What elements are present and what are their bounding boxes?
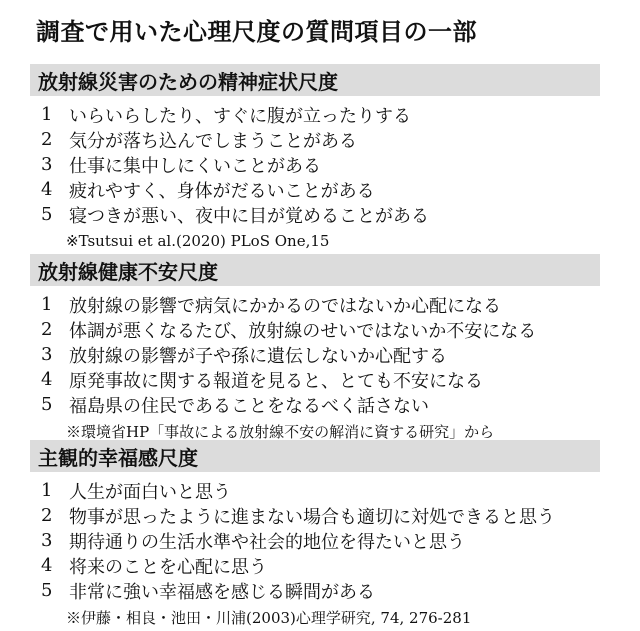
item-number: 5 — [41, 204, 53, 225]
item-number: 1 — [41, 104, 53, 125]
item-text: 放射線の影響で病気にかかるのではないか心配になる — [69, 295, 501, 317]
source-note: ※Tsutsui et al.(2020) PLoS One,15 — [66, 232, 330, 250]
list-item — [30, 342, 600, 367]
item-number: 4 — [41, 555, 53, 576]
list-item — [30, 202, 600, 227]
item-text: 体調が悪くなるたび、放射線のせいではないか不安になる — [69, 320, 537, 342]
item-text: 仕事に集中しにくいことがある — [69, 155, 321, 177]
section-mental-symptoms — [30, 64, 600, 255]
section-header: 放射線災害のための精神症状尺度 — [30, 64, 600, 96]
item-text: 疲れやすく、身体がだるいことがある — [69, 180, 375, 202]
item-text: 期待通りの生活水準や社会的地位を得たいと思う — [69, 531, 465, 553]
item-text: 物事が思ったように進まない場合も適切に対処できると思う — [69, 506, 555, 528]
list-item — [30, 478, 600, 503]
item-number: 4 — [41, 369, 53, 390]
item-number: 1 — [41, 480, 53, 501]
item-number: 4 — [41, 179, 53, 200]
item-number: 5 — [41, 580, 53, 601]
item-text: 人生が面白いと思う — [69, 481, 231, 503]
list-item — [30, 102, 600, 127]
list-item — [30, 503, 600, 528]
item-text: 非常に強い幸福感を感じる瞬間がある — [69, 581, 375, 603]
item-text: 将来のことを心配に思う — [69, 556, 267, 578]
item-list — [30, 292, 600, 417]
section-header: 主観的幸福感尺度 — [30, 440, 600, 472]
list-item — [30, 392, 600, 417]
section-subjective-wellbeing — [30, 440, 600, 631]
list-item — [30, 152, 600, 177]
list-item — [30, 367, 600, 392]
page-title: 調査で用いた心理尺度の質問項目の一部 — [36, 18, 477, 46]
item-number: 5 — [41, 394, 53, 415]
list-item — [30, 127, 600, 152]
list-item — [30, 317, 600, 342]
item-list — [30, 478, 600, 603]
item-text: いらいらしたり、すぐに腹が立ったりする — [69, 105, 411, 127]
item-text: 寝つきが悪い、夜中に目が覚めることがある — [69, 205, 429, 227]
source-note: ※伊藤・相良・池田・川浦(2003)心理学研究, 74, 276-281 — [66, 608, 472, 627]
section-header: 放射線健康不安尺度 — [30, 254, 600, 286]
item-number: 3 — [41, 530, 53, 551]
item-number: 3 — [41, 154, 53, 175]
item-list — [30, 102, 600, 227]
item-text: 気分が落ち込んでしまうことがある — [69, 130, 357, 152]
item-number: 1 — [41, 294, 53, 315]
item-text: 原発事故に関する報道を見ると、とても不安になる — [69, 370, 483, 392]
list-item — [30, 528, 600, 553]
item-number: 2 — [41, 129, 53, 150]
item-number: 3 — [41, 344, 53, 365]
item-number: 2 — [41, 319, 53, 340]
list-item — [30, 553, 600, 578]
source-note: ※環境省HP「事故による放射線不安の解消に資する研究」から — [66, 422, 495, 441]
list-item — [30, 578, 600, 603]
item-text: 放射線の影響が子や孫に遺伝しないか心配する — [69, 345, 447, 367]
item-number: 2 — [41, 505, 53, 526]
list-item — [30, 292, 600, 317]
section-health-anxiety — [30, 254, 600, 445]
list-item — [30, 177, 600, 202]
item-text: 福島県の住民であることをなるべく話さない — [69, 395, 429, 417]
